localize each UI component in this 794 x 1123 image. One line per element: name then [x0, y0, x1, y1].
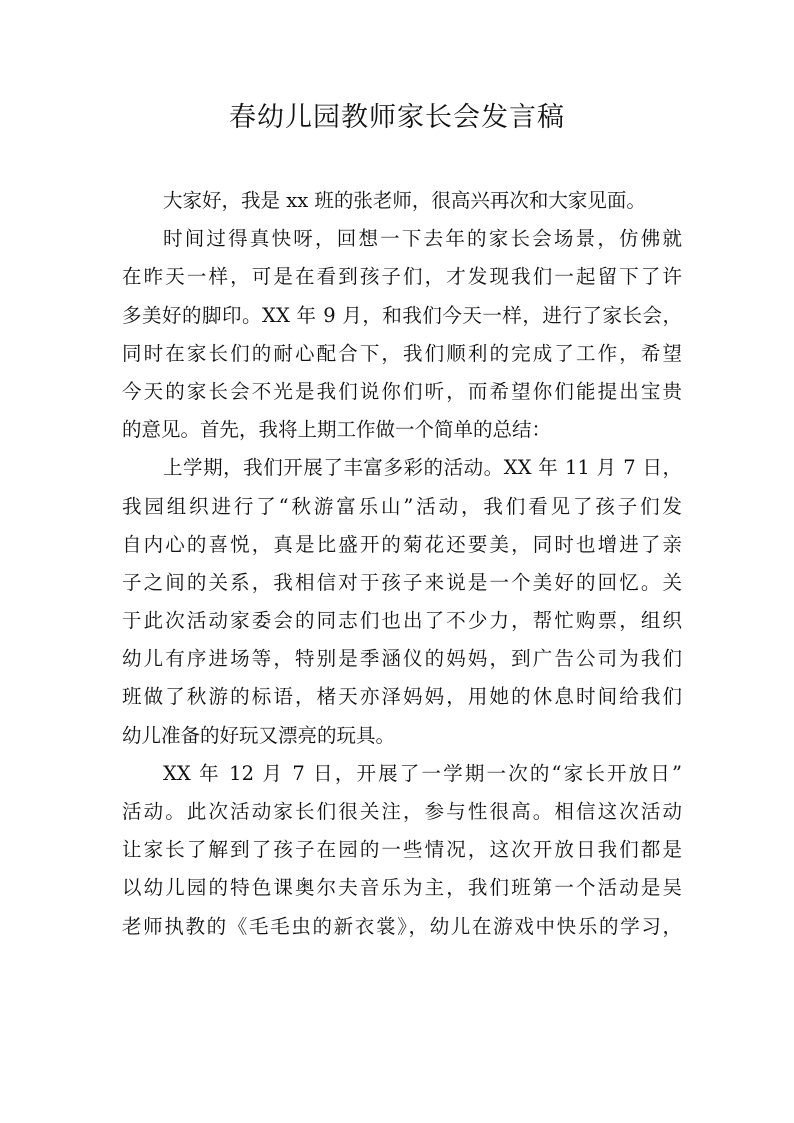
- text-line: 幼儿准备的好玩又漂亮的玩具。: [122, 723, 396, 747]
- document-title: 春幼儿园教师家长会发言稿: [229, 102, 565, 133]
- text-line: 多美好的脚印。XX 年 9 月，和我们今天一样，进行了家长会，: [122, 303, 682, 327]
- text-line: 大家好，我是 xx 班的张老师，很高兴再次和大家见面。: [163, 189, 646, 212]
- text-line: 班做了秋游的标语，楮天亦泽妈妈，用她的休息时间给我们: [122, 685, 682, 709]
- document-body: [122, 182, 682, 946]
- text-line: 幼儿有序进场等，特别是季涵仪的妈妈，到广告公司为我们: [122, 647, 682, 671]
- text-line: 子之间的关系，我相信对于孩子来说是一个美好的回忆。关: [122, 570, 682, 594]
- text-line: 让家长了解到了孩子在园的一些情况，这次开放日我们都是: [122, 838, 682, 862]
- text-line: 在昨天一样，可是在看到孩子们，才发现我们一起留下了许: [122, 265, 682, 289]
- text-line: 今天的家长会不光是我们说你们听，而希望你们能提出宝贵: [122, 379, 682, 403]
- text-line: 老师执教的《毛毛虫的新衣裳》，幼儿在游戏中快乐的学习，: [122, 914, 682, 938]
- text-line: 上学期，我们开展了丰富多彩的活动。XX 年 11 月 7 日，: [163, 456, 682, 480]
- text-line: 的意见。首先，我将上期工作做一个简单的总结：: [122, 418, 552, 442]
- text-line: 自内心的喜悦，真是比盛开的菊花还要美，同时也增进了亲: [122, 532, 682, 556]
- text-line: 于此次活动家委会的同志们也出了不少力，帮忙购票，组织: [122, 609, 682, 633]
- text-line: 以幼儿园的特色课奥尔夫音乐为主，我们班第一个活动是吴: [122, 876, 682, 900]
- text-line: 同时在家长们的耐心配合下，我们顺利的完成了工作，希望: [122, 341, 682, 365]
- text-line: 时间过得真快呀，回想一下去年的家长会场景，仿佛就: [163, 227, 682, 251]
- text-line: 我园组织进行了“秋游富乐山”活动，我们看见了孩子们发: [122, 494, 682, 518]
- text-line: 活动。此次活动家长们很关注，参与性很高。相信这次活动: [122, 800, 682, 823]
- text-line: XX 年 12 月 7 日，开展了一学期一次的“家长开放日”: [163, 761, 682, 785]
